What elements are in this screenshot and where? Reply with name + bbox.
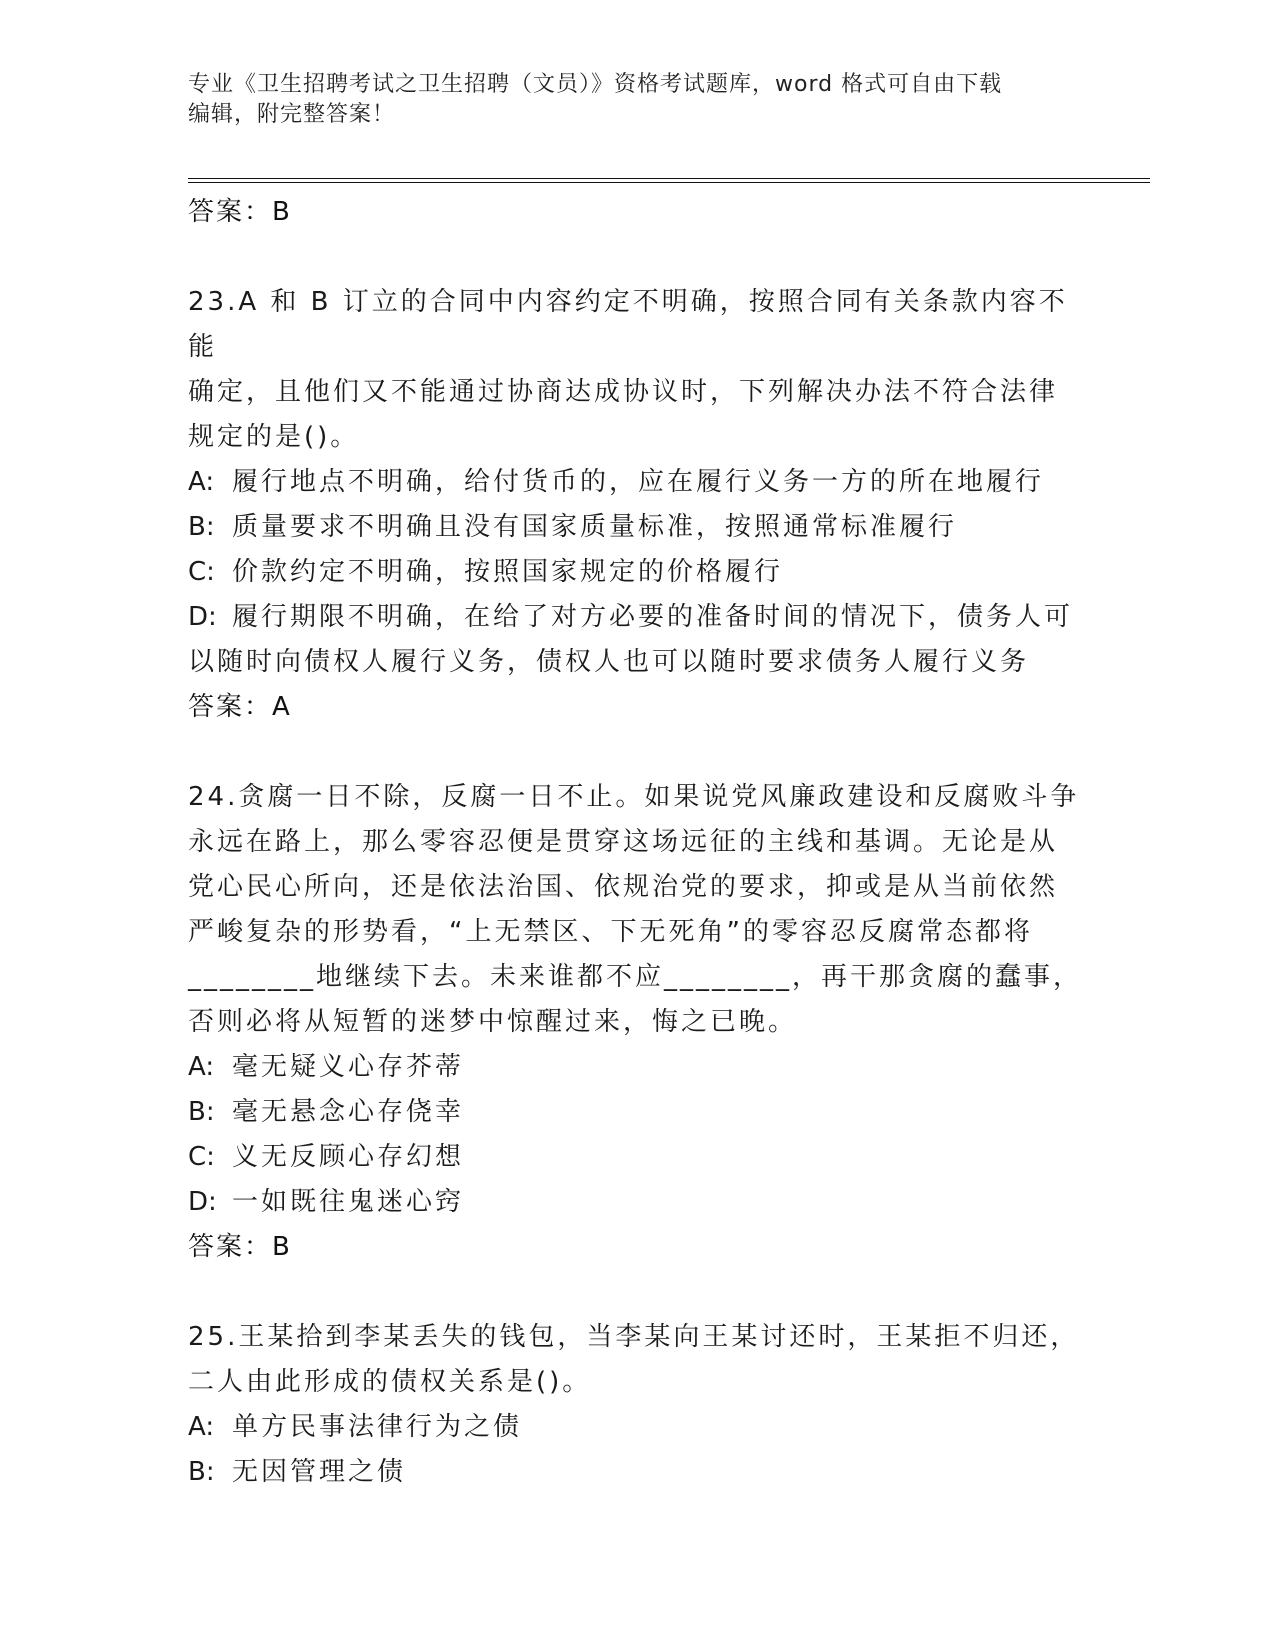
option-line: [188, 595, 1088, 640]
option-text: 无因管理之债: [232, 1457, 407, 1487]
option-text: 价款约定不明确，按照国家规定的价格履行: [232, 557, 784, 587]
option-text: 履行地点不明确，给付货币的，应在履行义务一方的所在地履行: [232, 467, 1045, 497]
option-line: [188, 1405, 1088, 1450]
question-gap: [188, 1270, 1088, 1315]
option-letter: B:: [188, 512, 215, 542]
option-letter: C:: [188, 1142, 215, 1172]
question-block: [188, 775, 1088, 1270]
option-line: [188, 1180, 1088, 1225]
option-letter: A:: [188, 467, 215, 497]
option-line: [188, 1135, 1088, 1180]
option-text: 毫无悬念心存侥幸: [232, 1097, 465, 1127]
option-text: 毫无疑义心存芥蒂: [232, 1052, 465, 1082]
option-line: [188, 460, 1088, 505]
question-content: [188, 190, 1088, 1495]
option-text: 单方民事法律行为之债: [232, 1412, 523, 1442]
question-stem-line: 党心民心所向，还是依法治国、依规治党的要求，抑或是从当前依然: [188, 872, 1059, 902]
answer-line: 答案：A: [188, 692, 292, 722]
question-block: [188, 280, 1088, 730]
question-stem-line: 永远在路上，那么零容忍便是贯穿这场远征的主线和基调。无论是从: [188, 827, 1059, 857]
option-line: [188, 1450, 1088, 1495]
option-text: 履行期限不明确，在给了对方必要的准备时间的情况下，债务人可: [232, 602, 1074, 632]
question-stem-line: 25.王某拾到李某丢失的钱包，当李某向王某讨还时，王某拒不归还，: [188, 1322, 1080, 1352]
question-stem-line: 24.贪腐一日不除，反腐一日不止。如果说党风廉政建设和反腐败斗争: [188, 782, 1080, 812]
option-line: [188, 505, 1088, 550]
header-rule-bottom: [188, 182, 1150, 183]
option-letter: A:: [188, 1052, 215, 1082]
option-line: [188, 550, 1088, 595]
question-stem-line: 否则必将从短暂的迷梦中惊醒过来，悔之已晚。: [188, 1007, 798, 1037]
question-stem-line: ________地继续下去。未来谁都不应________，再干那贪腐的蠢事，: [188, 962, 1083, 992]
question-gap: [188, 235, 1088, 280]
option-letter: D:: [188, 602, 217, 632]
option-letter: C:: [188, 557, 215, 587]
answer-line: 答案：B: [188, 1232, 292, 1262]
question-stem-line: 二人由此形成的债权关系是()。: [188, 1367, 592, 1397]
header-rule-top: [188, 178, 1150, 179]
question-stem-line: 规定的是()。: [188, 422, 360, 452]
question-stem-line: 23.A 和 B 订立的合同中内容约定不明确，按照合同有关条款内容不能: [188, 287, 1068, 362]
option-line: [188, 1045, 1088, 1090]
header-line-1: 专业《卫生招聘考试之卫生招聘（文员）》资格考试题库，word 格式可自由下载: [188, 72, 1003, 97]
option-line: 以随时向债权人履行义务，债权人也可以随时要求债务人履行义务: [188, 647, 1030, 677]
question-gap: [188, 730, 1088, 775]
option-text: 义无反顾心存幻想: [232, 1142, 465, 1172]
header-line-2: 编辑，附完整答案！: [188, 102, 396, 127]
option-letter: B:: [188, 1457, 215, 1487]
page-header: [188, 70, 1088, 130]
option-text: 质量要求不明确且没有国家质量标准，按照通常标准履行: [232, 512, 958, 542]
previous-answer: 答案：B: [188, 197, 292, 227]
option-letter: D:: [188, 1187, 217, 1217]
question-block: [188, 1315, 1088, 1495]
option-text: 一如既往鬼迷心窍: [232, 1187, 465, 1217]
question-stem-line: 严峻复杂的形势看，“上无禁区、下无死角”的零容忍反腐常态都将: [188, 917, 1033, 947]
option-letter: A:: [188, 1412, 215, 1442]
option-letter: B:: [188, 1097, 215, 1127]
question-stem-line: 确定，且他们又不能通过协商达成协议时，下列解决办法不符合法律: [188, 377, 1059, 407]
option-line: [188, 1090, 1088, 1135]
